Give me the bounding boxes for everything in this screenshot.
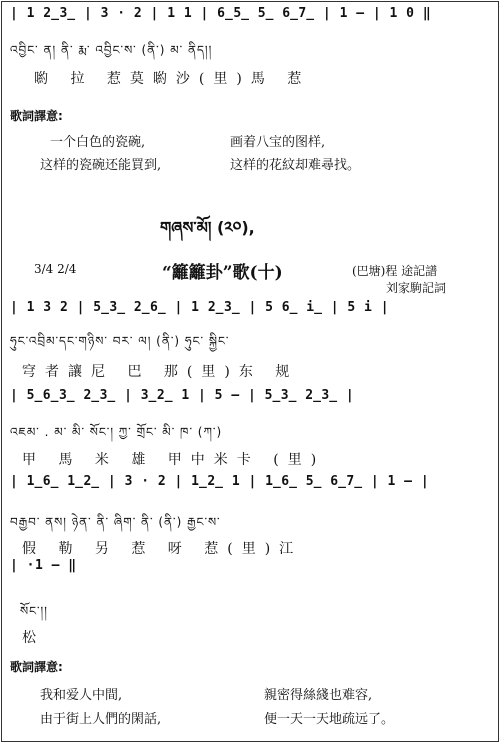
- song2-translation-header: 歌詞譯意:: [10, 660, 63, 674]
- song2-title-tibetan: གཞས་མོ། (༢༠),: [160, 218, 255, 237]
- song2-line4-tibetan: སོང་།།: [20, 604, 48, 618]
- song1-translation-line1: 一个白色的瓷碗, 画着八宝的图样,: [50, 135, 326, 150]
- song2-line3-tibetan: བརྒྱབ་ ནས། ཉེན་ ནི་ ཞིག་ ནི་ (ནི་) རྒྱང་ས་: [10, 515, 221, 529]
- song1-chinese-lyrics: 喲 拉 惹莫喲沙(里)馬 惹: [34, 71, 311, 87]
- song2-line3-notation: | 1̲6̲ 1̲2̲ | 3 · 2 | 1̲2̲ 1 | 1̲6̲ 5̲ 6̲7̲ | 1 — |: [10, 474, 430, 489]
- song2-line1-tibetan: ཧུང་འབྲིམ་དང་གཉིས་ བར་ ལ། (ནི་) ཧུང་ སྐྱིང་: [10, 334, 230, 348]
- song2-line2-notation: | 5̲6̲3̲ 2̲3̲ | 3̲2̲ 1 | 5 — | 5̲3̲ 2̲3̲ |: [10, 388, 355, 403]
- song1-tibetan-lyrics: འབྱིང་ ན། ནི་ རྨ་ འབྱིང་ས་ (ནི་) མ་ ནིད།།: [10, 43, 213, 57]
- song2-line3-chinese: 假 勒 另 惹 呀 惹(里)江: [22, 541, 303, 557]
- song1-notation: | 1 2̲3̲ | 3 · 2 | 1 1 | 6̲5̲ 5̲ 6̲7̲ | 1 — | 1 0 ‖: [10, 6, 432, 21]
- song2-title: “籬籬卦”歌(十): [162, 263, 283, 283]
- lyricist-credit: 刘家駒記詞: [386, 281, 447, 295]
- recorder-credit: (巴塘)程 途記譜: [352, 264, 438, 278]
- song2-line4-chinese: 松: [22, 630, 45, 646]
- song2-translation-line1: 我和爱人中間, 親密得絲綫也难容,: [40, 688, 373, 703]
- song2-translation-line2: 由于街上人們的閑話, 便一天一天地疏远了。: [40, 712, 395, 727]
- song1-translation-line2: 这样的瓷碗还能買到, 这样的花紋却难尋找。: [40, 158, 361, 173]
- song2-line2-chinese: 甲 馬 米 雄 甲中米卡 (里): [22, 452, 326, 468]
- song2-line2-tibetan: འཇམ་ . མ་ མི་ སོང་། ཀྱ་ གྲོང་ མི་ ཁ་ (ཀ་): [10, 425, 223, 439]
- song1-translation-header: 歌詞譯意:: [10, 109, 63, 123]
- time-signature: 3/4 2/4: [34, 262, 77, 276]
- song2-line1-chinese: 穹者讓尼 巴 那(里)东 规: [22, 364, 299, 380]
- song2-line4-notation: | ·1 — ‖: [10, 558, 77, 573]
- song2-line1-notation: | 1 3 2 | 5̲3̲ 2̲6̲ | 1 2̲3̲ | 5 6̲ i̲ | 5 i |: [10, 300, 390, 315]
